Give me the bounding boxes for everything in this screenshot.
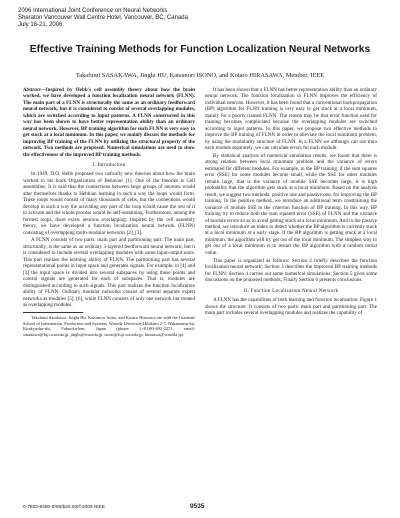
conference-header — [18, 8, 188, 30]
left-column — [23, 87, 195, 339]
body-paragraph: A FLNN consists of two parts: main part and partitioning part. The main part, structurally, is the same as an ordinary 3-layered feedforward neural network; but it is considered to include several overlapping modules with same input-output units. This part realizes the learning ability of FLNN. The partitioning part has several representational points in input space and generates signals. For example, in [4] and [3] the input space is divided into several subspaces by using those points and control signals are generated for each of subspaces. That is, modules are distinguished according to such signals. This part realizes the function localization ability of FLNN. Ordinary modular networks consist of several separate expert networks as modules [5], [6], while FLNN consists of only one network but treated as overlapping modules. — [23, 237, 195, 308]
body-paragraph: This paper is organized as follows: Section 2 briefly describes the function localization neural network; Section 3 describes the improved BP training methods for FLNN; Section 4 carries out some numerical simulations; Section 5 gives some discussions on the proposed methods; Finally Section 6 presents conclusions. — [205, 257, 377, 284]
section-heading: I. Introduction — [92, 161, 126, 168]
copyright-line: 0-7803-9490-9/06/$20.00/©2006 IEEE — [23, 505, 105, 510]
page-number: 9535 — [190, 503, 205, 510]
author-list: Takafumi SASAKAWA, Jinglu HU, Katsunori ISONO, and Kotaro HIRASAWA, Member, IEEE — [75, 72, 325, 79]
body-paragraph: A FLNN has the capabilities of both learning and function localization. Figure 1 shows the structure. It consists of two parts: main part and partitioning part. The main part includes several overlapping modules and realizes the capability of — [205, 297, 377, 316]
author-footnote: Takafumi Sasakawa, Jinglu Hu, Katsunori Isono, and Kotaro Hirasawa are with the Graduate School of Information, Production and Systems, Waseda University,Hibikino 2-7, Wakamatsu-ku, Kitakyushu-shi, Fukuoka-ken, Japan (phone: (+81)93-692-5271; email: sasakawa@fuji.waseda.jp, jinglu@waseda.jp, isono@fuji.waseda.jp, hirasawa@waseda.jp) — [23, 315, 195, 337]
body-paragraph: In 1949, D.O. Hebb proposed two radically new theories about how the brain worked in his book Organization of Behavior [1]. One of the theories is Cell assemblies. It is said that the connections between large groups of neurons would alter themselves thanks to Hebbian learning in such a way the loops would form. These loops would consist of many thousands of cells, but the connections would develop in such a way the activating any part of the loop would cause the rest of it to activate and the whole process would be self-sustaining. Furthermore, among the formed loops, there exists neurons overlapping: Inspired by the cell assembly theory, we have developed a function localization neural network (FLNN) consisting of overlapping multi-modular networks [2], [3]. — [23, 171, 195, 236]
conference-line: Sheraton Vancouver Wall Centre Hotel, Vancouver, BC, Canada — [18, 15, 188, 22]
conference-line: July 16-21, 2006 — [18, 22, 63, 29]
abstract-lead: Abstract — [23, 87, 41, 93]
body-paragraph: By statistical analysis of numerical simulation results, we found that there is strong relation between local minimum problem and the variance of errors estimated for different modules. For example, in the BP training, if the sum squares error (SSE) for some modules become small, while the SSE for other modules remain large, that is the variance of module SSE becomes large, it is high probability that the algorithm gets stuck at a local minimum. Based on the analysis result, we suggest two methods: positive one and passive one, for improving the BP training. In the positive method, we introduce an additional term constraining the variance of module SSE to the criterion function of BP training. In this way, BP training try to reduce both the sum squared error (SSE) of FLNN and the variance of module errors so as to avoid getting stuck at a local minimum. And in the passive method, we introduce an index to detect whether the BP algorithm is currently stuck at a local minimum at a early stage. If the BP algorithm is getting stuck at a local minimum, the algorithm will try get out of the local minimum. The simplest way to get out of a local minimum is to restart the BP algorithm with a random initial value. — [205, 153, 377, 256]
abstract — [23, 87, 195, 158]
section-heading: II. Function Localization Neural Network — [243, 287, 339, 294]
footnote-rule — [23, 312, 83, 313]
right-column — [205, 87, 377, 318]
abstract-text: —Inspired by Hebb's cell assembly theory about how the brain worked, we have developed a function localization neural network (FLNN). The main part of a FLNN is structurally the same as an ordinary feedforward neural network, but it is considered to consist of several overlapping modules, which are switched according to input patterns. A FLNN constructed in this way has been shown to have better representation ability than an ordinary neural network. However, BP training algorithm for such FLNN is very easy to get stuck at a local minimum. In this paper, we mainly discuss the methods for improving BP training of the FLNN by utilizing the structural property of the network. Two methods are proposed. Numerical simulations are used to show the effectiveness of the improved BP training methods. — [23, 87, 195, 158]
conference-line: 2006 International Joint Conference on Neural Networks — [18, 8, 168, 14]
paper-title: Effective Training Methods for Function Localization Neural Networks — [29, 44, 371, 55]
body-paragraph: It has been shown that a FLNN has better representation ability than an ordinary neural network. The function localization in FLNN improves the efficiency of individual neurons. However, it has been found that a conventional backpropagation (BP) algorithm for FLNN training is very easy to get stuck at a local minimum, mainly for a poorly trained FLNN. The reason may be that error function used for training becomes complicated because the overlapping modules are switched according to input patterns. In this paper, we propose two effective methods to improve the BP training of FLNN in order to alleviate the local minimum problem, by using the modularity structure of FLNN. In a FLNN we although can not train each module separately, we can calculate errors for each module. — [205, 87, 377, 152]
